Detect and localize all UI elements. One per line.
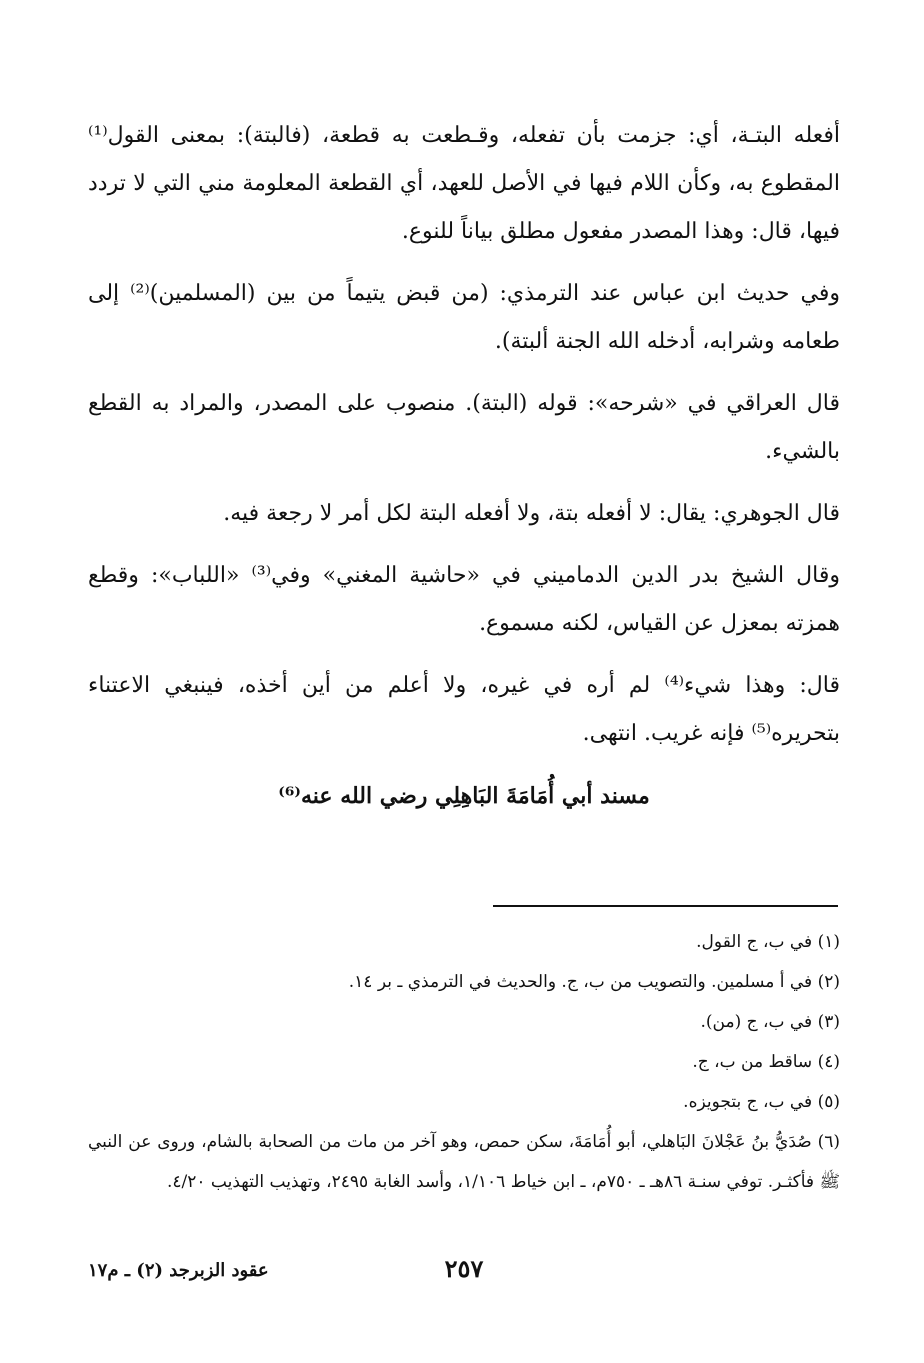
footnote-4: (٤) ساقط من ب، ج. [692, 1052, 840, 1072]
paragraph-3: قال العراقي في «شرحه»: قوله (البتة). منصوب على المصدر، والمراد به القطع بالشيء. [88, 391, 840, 464]
paragraph-2: وفي حديث ابن عباس عند الترمذي: (من قبض يتيماً من بين (المسلمين)⁽²⁾ إلى طعامه وشرابه، أدخله الله الجنة ألبتة). [88, 281, 840, 354]
footnote-6: (٦) صُدَيُّ بنُ عَجْلانَ البَاهلي، أبو أُمَامَةَ، سكن حمص، وهو آخر من مات من الصحابة بالشام، وروى عن النبي ﷺ فأكثـر. توفي سنـة ٨٦هـ ـ ٧٥٠م، ـ ابن خياط ١/١٠٦، وأسد الغابة ٢٤٩٥، وتهذيب التهذيب ٤/٢٠. [88, 1132, 841, 1192]
section-heading: مسند أبي أُمَامَةَ البَاهِلِي رضي الله عنه⁽⁶⁾ [278, 783, 650, 809]
footnote-5: (٥) في ب، ج بتجويزه. [683, 1092, 840, 1112]
footnote-divider [493, 905, 838, 907]
page-number: ٢٥٧ [444, 1254, 484, 1283]
paragraph-4: قال الجوهري: يقال: لا أفعله بتة، ولا أفعله البتة لكل أمر لا رجعة فيه. [223, 501, 840, 526]
footnote-3: (٣) في ب، ج (من). [700, 1012, 840, 1032]
footnote-2: (٢) في أ مسلمين. والتصويب من ب، ج. والحديث في الترمذي ـ بر ١٤. [348, 972, 840, 992]
paragraph-1: أفعله البتـة، أي: جزمت بأن تفعله، وقـطعت به قطعة، (فالبتة): بمعنى القول⁽¹⁾ المقطوع به، وكأن اللام فيها في الأصل للعهد، أي القطعة المعلومة مني التي لا تردد فيها، قال: وهذا المصدر مفعول مطلق بياناً للنوع. [88, 123, 840, 244]
footnote-1: (١) في ب، ج القول. [696, 932, 840, 952]
running-title: عقود الزبرجد (٢) ـ م١٧ [88, 1260, 269, 1281]
main-text [88, 112, 840, 820]
paragraph-6: قال: وهذا شيء⁽⁴⁾ لم أره في غيره، ولا أعلم من أين أخذه، فينبغي الاعتناء بتحريره⁽⁵⁾ فإنه غريب. انتهى. [88, 673, 840, 746]
paragraph-5: وقال الشيخ بدر الدين الدماميني في «حاشية المغني» وفي⁽³⁾ «اللباب»: وقطع همزته بمعزل عن القياس، لكنه مسموع. [88, 563, 841, 636]
footnotes [88, 922, 840, 1202]
